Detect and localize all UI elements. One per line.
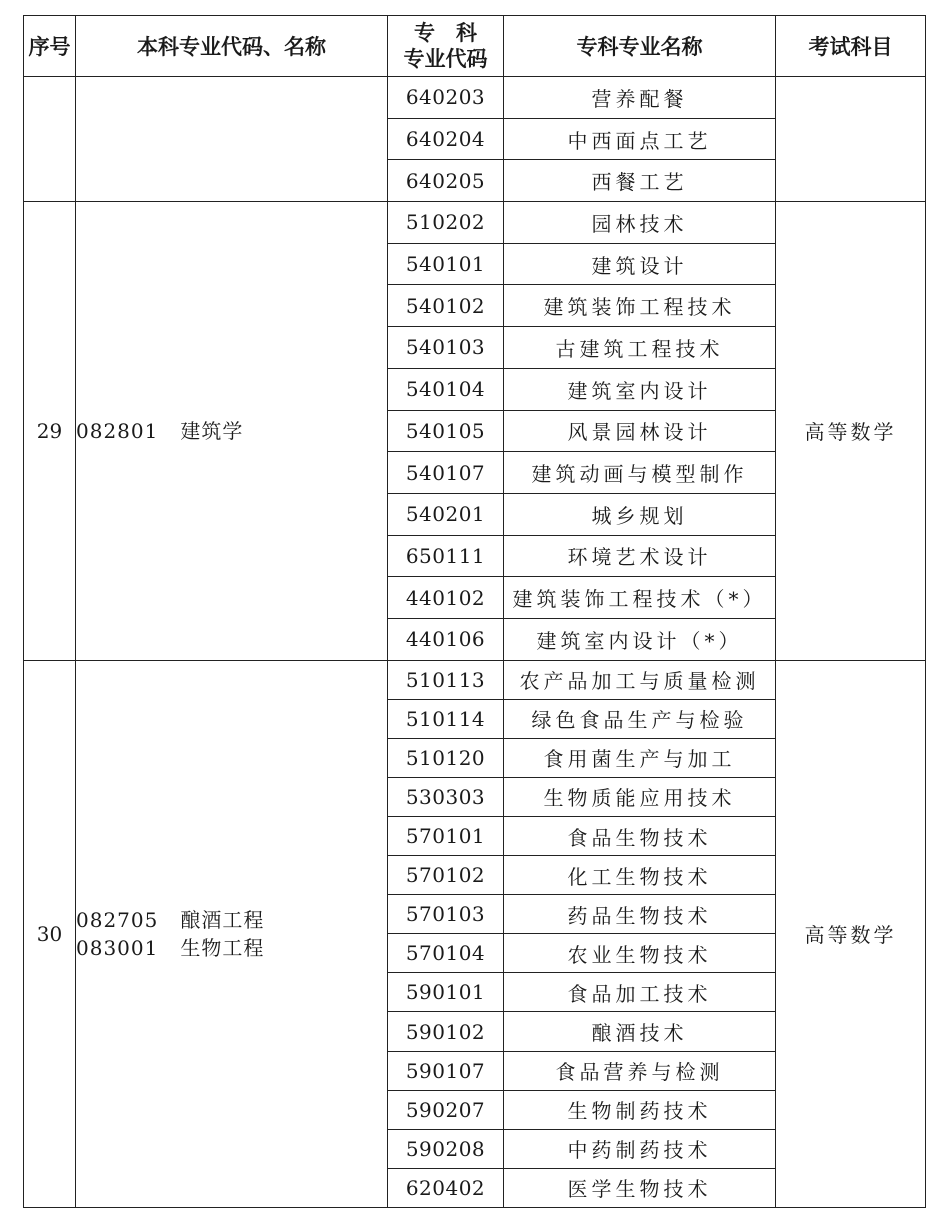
header-zk-code [388, 16, 504, 77]
zk-code-cell: 510114 [388, 699, 504, 738]
zk-code-cell: 570103 [388, 895, 504, 934]
zk-name-cell: 中药制药技术 [504, 1129, 776, 1168]
table-row [24, 202, 926, 244]
benke-name: 酿酒工程 [180, 907, 265, 932]
zk-code-cell: 640204 [388, 118, 504, 160]
zk-code-cell: 640203 [388, 77, 504, 119]
zk-code-cell: 590102 [388, 1012, 504, 1051]
zk-code-cell: 510202 [388, 202, 504, 244]
zk-name-cell: 建筑设计 [504, 243, 776, 285]
zk-name-cell: 西餐工艺 [504, 160, 776, 202]
zk-name-cell: 医学生物技术 [504, 1168, 776, 1207]
benke-name: 生物工程 [180, 935, 265, 960]
zk-code-cell: 570101 [388, 817, 504, 856]
zk-name-cell: 药品生物技术 [504, 895, 776, 934]
benke-cell [76, 77, 388, 202]
zk-name-cell: 建筑装饰工程技术 [504, 285, 776, 327]
header-row [24, 16, 926, 77]
zk-name-cell: 农业生物技术 [504, 934, 776, 973]
exam-cell [776, 77, 926, 202]
exam-cell: 高等数学 [776, 202, 926, 661]
zk-code-cell: 540104 [388, 368, 504, 410]
zk-code-cell: 540201 [388, 493, 504, 535]
zk-code-cell: 590101 [388, 973, 504, 1012]
header-zk-code-line1: 专 科 [414, 21, 477, 45]
table-row [24, 77, 926, 119]
header-exam: 考试科目 [776, 16, 926, 77]
zk-code-cell: 510113 [388, 660, 504, 699]
zk-code-cell: 650111 [388, 535, 504, 577]
table-row [24, 660, 926, 699]
zk-name-cell: 园林技术 [504, 202, 776, 244]
benke-cell [76, 202, 388, 661]
header-seq: 序号 [24, 16, 76, 77]
zk-code-cell: 590207 [388, 1090, 504, 1129]
zk-code-cell: 620402 [388, 1168, 504, 1207]
zk-code-cell: 540103 [388, 327, 504, 369]
zk-name-cell: 建筑室内设计（*） [504, 618, 776, 660]
zk-name-cell: 食品加工技术 [504, 973, 776, 1012]
zk-code-cell: 540107 [388, 452, 504, 494]
zk-code-cell: 540101 [388, 243, 504, 285]
zk-name-cell: 中西面点工艺 [504, 118, 776, 160]
benke-code: 082801 [76, 418, 159, 443]
zk-name-cell: 酿酒技术 [504, 1012, 776, 1051]
zk-code-cell: 440106 [388, 618, 504, 660]
zk-code-cell: 530303 [388, 777, 504, 816]
benke-cell [76, 660, 388, 1207]
zk-name-cell: 营养配餐 [504, 77, 776, 119]
benke-name: 建筑学 [180, 418, 244, 443]
zk-name-cell: 化工生物技术 [504, 856, 776, 895]
zk-code-cell: 510120 [388, 738, 504, 777]
zk-code-cell: 590208 [388, 1129, 504, 1168]
benke-major [76, 934, 387, 962]
benke-major [76, 906, 387, 934]
zk-name-cell: 建筑室内设计 [504, 368, 776, 410]
zk-code-cell: 590107 [388, 1051, 504, 1090]
zk-name-cell: 食品营养与检测 [504, 1051, 776, 1090]
benke-major [76, 417, 387, 445]
zk-name-cell: 城乡规划 [504, 493, 776, 535]
zk-code-cell: 570102 [388, 856, 504, 895]
header-zk-name: 专科专业名称 [504, 16, 776, 77]
seq-cell: 30 [24, 660, 76, 1207]
zk-code-cell: 540105 [388, 410, 504, 452]
zk-code-cell: 640205 [388, 160, 504, 202]
zk-name-cell: 古建筑工程技术 [504, 327, 776, 369]
major-table [23, 15, 926, 1208]
zk-name-cell: 绿色食品生产与检验 [504, 699, 776, 738]
benke-code: 083001 [76, 935, 159, 960]
header-benke: 本科专业代码、名称 [76, 16, 388, 77]
benke-code: 082705 [76, 907, 159, 932]
zk-name-cell: 生物制药技术 [504, 1090, 776, 1129]
exam-cell: 高等数学 [776, 660, 926, 1207]
zk-name-cell: 食品生物技术 [504, 817, 776, 856]
zk-name-cell: 环境艺术设计 [504, 535, 776, 577]
zk-name-cell: 生物质能应用技术 [504, 777, 776, 816]
zk-code-cell: 570104 [388, 934, 504, 973]
seq-cell: 29 [24, 202, 76, 661]
zk-name-cell: 风景园林设计 [504, 410, 776, 452]
zk-code-cell: 440102 [388, 577, 504, 619]
zk-name-cell: 农产品加工与质量检测 [504, 660, 776, 699]
header-zk-code-line2: 专业代码 [403, 47, 488, 71]
zk-name-cell: 食用菌生产与加工 [504, 738, 776, 777]
table-body [24, 77, 926, 1208]
zk-name-cell: 建筑装饰工程技术（*） [504, 577, 776, 619]
zk-code-cell: 540102 [388, 285, 504, 327]
seq-cell [24, 77, 76, 202]
zk-name-cell: 建筑动画与模型制作 [504, 452, 776, 494]
